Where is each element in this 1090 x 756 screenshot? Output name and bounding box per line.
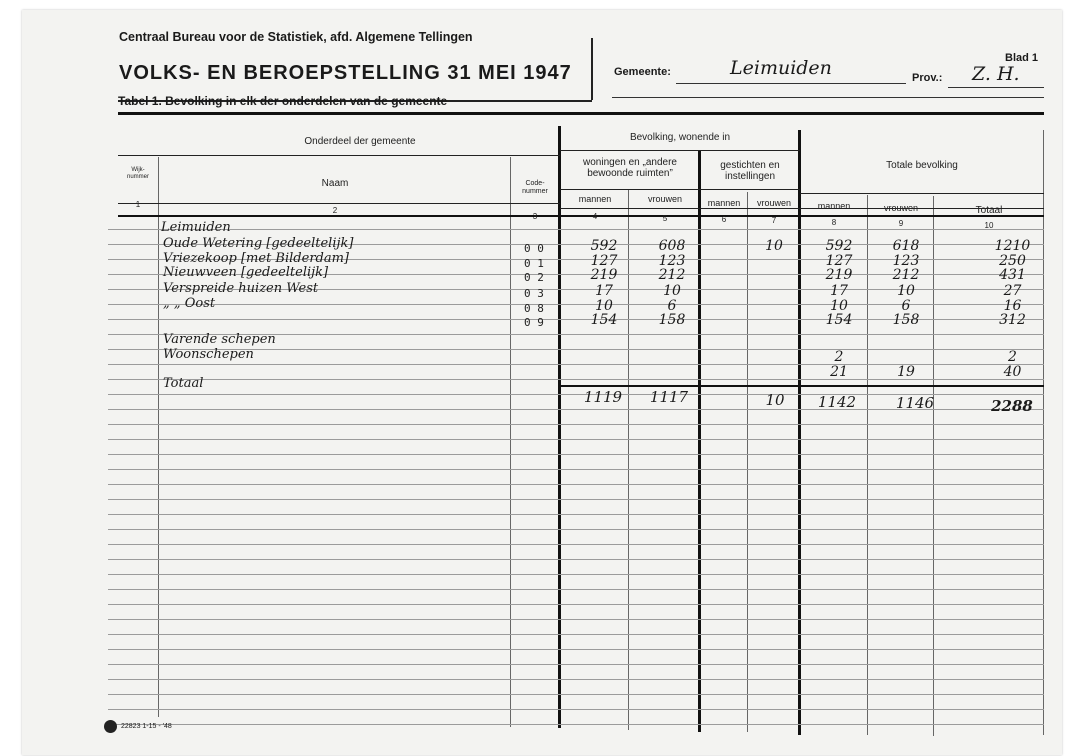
ruled-line: [108, 709, 1044, 710]
row-c10: 2: [1008, 349, 1017, 365]
gemeente-label: Gemeente:: [614, 66, 671, 78]
header-wijknummer: Wijk- nummer: [126, 167, 149, 180]
row-c5: 10: [663, 283, 681, 299]
header-naam: Naam: [321, 178, 349, 189]
ruled-line: [108, 424, 1044, 425]
total-c8: 1142: [817, 393, 857, 411]
header-second-line: [612, 97, 1044, 98]
header-vrouwen-5: vrouwen: [647, 194, 683, 204]
row-naam: Varende schepen: [163, 332, 276, 347]
col-number-5: 5: [662, 214, 668, 223]
row-code: 0 1: [524, 257, 544, 270]
header-mannen-6: mannen: [707, 198, 741, 208]
form-title: VOLKS- EN BEROEPSTELLING 31 MEI 1947: [119, 62, 572, 84]
row-c4: 592: [590, 238, 618, 254]
prov-value: Z. H.: [972, 63, 1020, 85]
ruled-line: [108, 679, 1044, 680]
ruled-line: [108, 559, 1044, 560]
row-c7: 10: [765, 238, 783, 254]
ruled-line: [108, 634, 1044, 635]
row-c4: 127: [590, 253, 618, 269]
header-vrouwen-9: vrouwen: [883, 203, 919, 213]
row-c10: 1210: [994, 238, 1031, 254]
header-woningen: woningen en „andere bewoonde ruimten”: [583, 157, 677, 179]
total-c10: 2288: [991, 397, 1033, 415]
total-c7: 10: [765, 391, 785, 409]
hdr-line-totale: [800, 193, 1044, 194]
row-c8: 127: [825, 253, 853, 269]
table-title: Tabel 1. Bevolking in elk der onderdelen van de gemeente: [118, 94, 448, 108]
row-c5: 212: [658, 267, 686, 283]
ruled-line: [108, 484, 1044, 485]
row-naam: Woonschepen: [163, 347, 254, 362]
ruled-line: [108, 544, 1044, 545]
ruled-line: [108, 694, 1044, 695]
header-bevolking-wonende: Bevolking, wonende in: [629, 132, 731, 143]
col-divider-9: [933, 196, 934, 736]
row-naam: Verspreide huizen West: [163, 281, 319, 296]
ruled-line: [108, 664, 1044, 665]
row-c9: 158: [892, 312, 920, 328]
header-totaal: Totaal: [975, 205, 1003, 216]
row-c5: 158: [658, 312, 686, 328]
bureau-heading: Centraal Bureau voor de Statistiek, afd. Algemene Tellingen: [119, 30, 473, 44]
col-number-3: 3: [532, 212, 538, 221]
col-number-6: 6: [721, 215, 727, 224]
footer-code: 22823 1-15 - '48: [121, 723, 172, 730]
row-c8: 592: [825, 238, 853, 254]
total-c9: 1146: [895, 394, 935, 412]
hdr-line-bevolking: [560, 150, 800, 151]
row-c9: 123: [892, 253, 920, 269]
col-number-8: 8: [831, 218, 837, 227]
ruled-line: [108, 514, 1044, 515]
row-c4: 17: [595, 283, 613, 299]
header-onderdeel: Onderdeel der gemeente: [304, 136, 416, 147]
row-code: 0 0: [524, 242, 544, 255]
row-c10: 250: [999, 253, 1026, 269]
totals-rule: [560, 385, 1044, 387]
row-c5: 123: [658, 253, 686, 269]
ruled-line: [108, 574, 1044, 575]
prov-label: Prov.:: [912, 72, 943, 84]
ruled-line: [108, 454, 1044, 455]
header-mannen-8: mannen: [817, 201, 851, 211]
col-number-10: 10: [984, 221, 994, 230]
ruled-line: [108, 649, 1044, 650]
row-c4: 219: [590, 267, 618, 283]
hdr-line-colnums: [118, 203, 560, 204]
footer: [104, 720, 172, 733]
row-c8: 10: [830, 298, 848, 314]
col-number-2: 2: [332, 206, 338, 215]
row-c10: 431: [999, 267, 1026, 283]
table-title-rule: [118, 112, 1044, 115]
row-code: 0 8: [524, 302, 544, 315]
row-c5: 608: [658, 238, 686, 254]
row-c8: 17: [830, 283, 848, 299]
header-mannen-4: mannen: [578, 194, 612, 204]
ruled-line: [108, 469, 1044, 470]
gemeente-value: Leimuiden: [730, 57, 832, 79]
row-naam: Totaal: [163, 376, 204, 391]
ruled-line: [108, 229, 1044, 230]
row-c9: 19: [897, 364, 915, 380]
ruled-line: [108, 604, 1044, 605]
total-c5: 1117: [649, 388, 689, 406]
col-divider-naam: [510, 157, 511, 727]
col-number-1: 1: [135, 200, 141, 209]
hdr-line-wijk: [118, 155, 560, 156]
row-c9: 618: [892, 238, 920, 254]
row-naam: „ „ Oost: [163, 296, 216, 311]
row-c8: 219: [825, 267, 853, 283]
header-codenummer: Code- nummer: [522, 180, 548, 195]
col-divider-5: [698, 150, 701, 732]
header-gestichten: gestichten en instellingen: [720, 160, 780, 182]
ruled-line: [108, 439, 1044, 440]
row-c4: 10: [595, 298, 613, 314]
row-c10: 27: [1003, 283, 1022, 299]
col-number-7: 7: [771, 216, 777, 225]
row-c8: 154: [825, 312, 853, 328]
hdr-line-subheads: [560, 189, 800, 190]
row-code: 0 9: [524, 316, 544, 329]
row-c10: 312: [999, 312, 1026, 328]
total-c4: 1119: [583, 388, 623, 406]
row-naam: Leimuiden: [161, 220, 231, 235]
header-divider: [591, 38, 593, 100]
row-c9: 10: [897, 283, 915, 299]
footer-logo-icon: [104, 720, 117, 733]
ruled-line: [108, 724, 1044, 725]
header-totale-bevolking: Totale bevolking: [886, 160, 958, 171]
col-number-9: 9: [898, 219, 904, 228]
row-naam: Vriezekoop [met Bilderdam]: [163, 251, 349, 266]
ruled-line: [108, 529, 1044, 530]
row-c4: 154: [590, 312, 618, 328]
row-code: 0 2: [524, 271, 544, 284]
row-c9: 212: [892, 267, 920, 283]
ruled-line: [108, 589, 1044, 590]
ruled-line: [108, 619, 1044, 620]
row-c5: 6: [667, 298, 677, 314]
col-divider-6: [747, 192, 748, 732]
col-divider-8: [867, 195, 868, 735]
header-vrouwen-7: vrouwen: [756, 198, 792, 208]
blad-label: Blad 1: [1005, 52, 1039, 64]
row-c8: 21: [830, 364, 848, 380]
row-naam: Oude Wetering [gedeeltelijk]: [163, 236, 354, 251]
row-c8: 2: [834, 349, 844, 365]
col-divider-wijk: [158, 157, 159, 717]
ruled-line: [108, 499, 1044, 500]
row-code: 0 3: [524, 287, 544, 300]
row-c10: 40: [1003, 364, 1022, 380]
prov-underline: [948, 87, 1044, 88]
row-c9: 6: [901, 298, 911, 314]
row-c10: 16: [1003, 298, 1022, 314]
gemeente-underline: [676, 83, 906, 84]
row-naam: Nieuwveen [gedeeltelijk]: [163, 265, 329, 280]
col-number-4: 4: [592, 212, 598, 221]
